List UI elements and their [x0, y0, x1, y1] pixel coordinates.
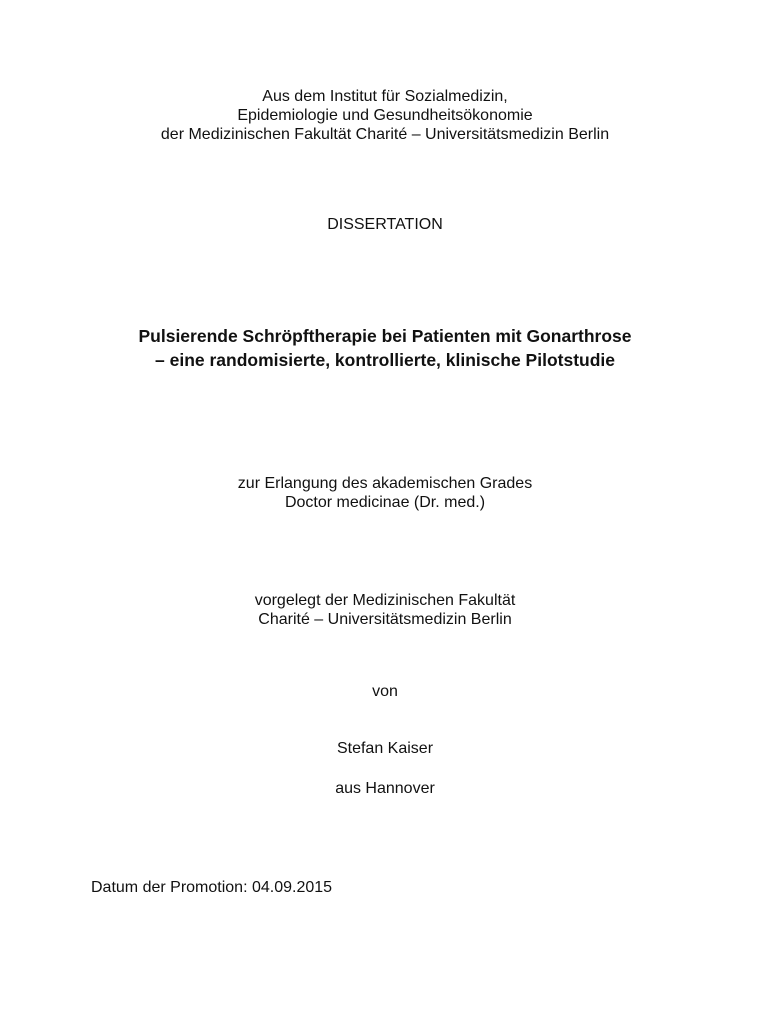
submission-line-2: Charité – Universitätsmedizin Berlin: [258, 611, 512, 628]
degree-line-1: zur Erlangung des akademischen Grades: [237, 475, 533, 492]
submission-statement: [0, 591, 770, 629]
thesis-title: [0, 324, 770, 372]
institute-heading: [0, 87, 770, 144]
institute-line-2: Epidemiologie und Gesundheitsökonomie: [237, 107, 533, 124]
thesis-title-line-1: Pulsierende Schröpftherapie bei Patienten mit Gonarthrose: [138, 326, 632, 346]
author-origin: aus Hannover: [335, 780, 435, 797]
by-label: von: [372, 683, 398, 700]
author-name: Stefan Kaiser: [336, 740, 434, 757]
thesis-title-line-2: – eine randomisierte, kontrollierte, klinische Pilotstudie: [155, 350, 615, 370]
institute-line-3: der Medizinischen Fakultät Charité – Universitätsmedizin Berlin: [160, 126, 610, 143]
degree-line-2: Doctor medicinae (Dr. med.): [284, 494, 486, 511]
document-type: DISSERTATION: [327, 216, 443, 233]
degree-statement: [0, 474, 770, 512]
institute-line-1: Aus dem Institut für Sozialmedizin,: [262, 88, 508, 105]
submission-line-1: vorgelegt der Medizinischen Fakultät: [254, 592, 516, 609]
promotion-date: Datum der Promotion: 04.09.2015: [91, 879, 333, 896]
